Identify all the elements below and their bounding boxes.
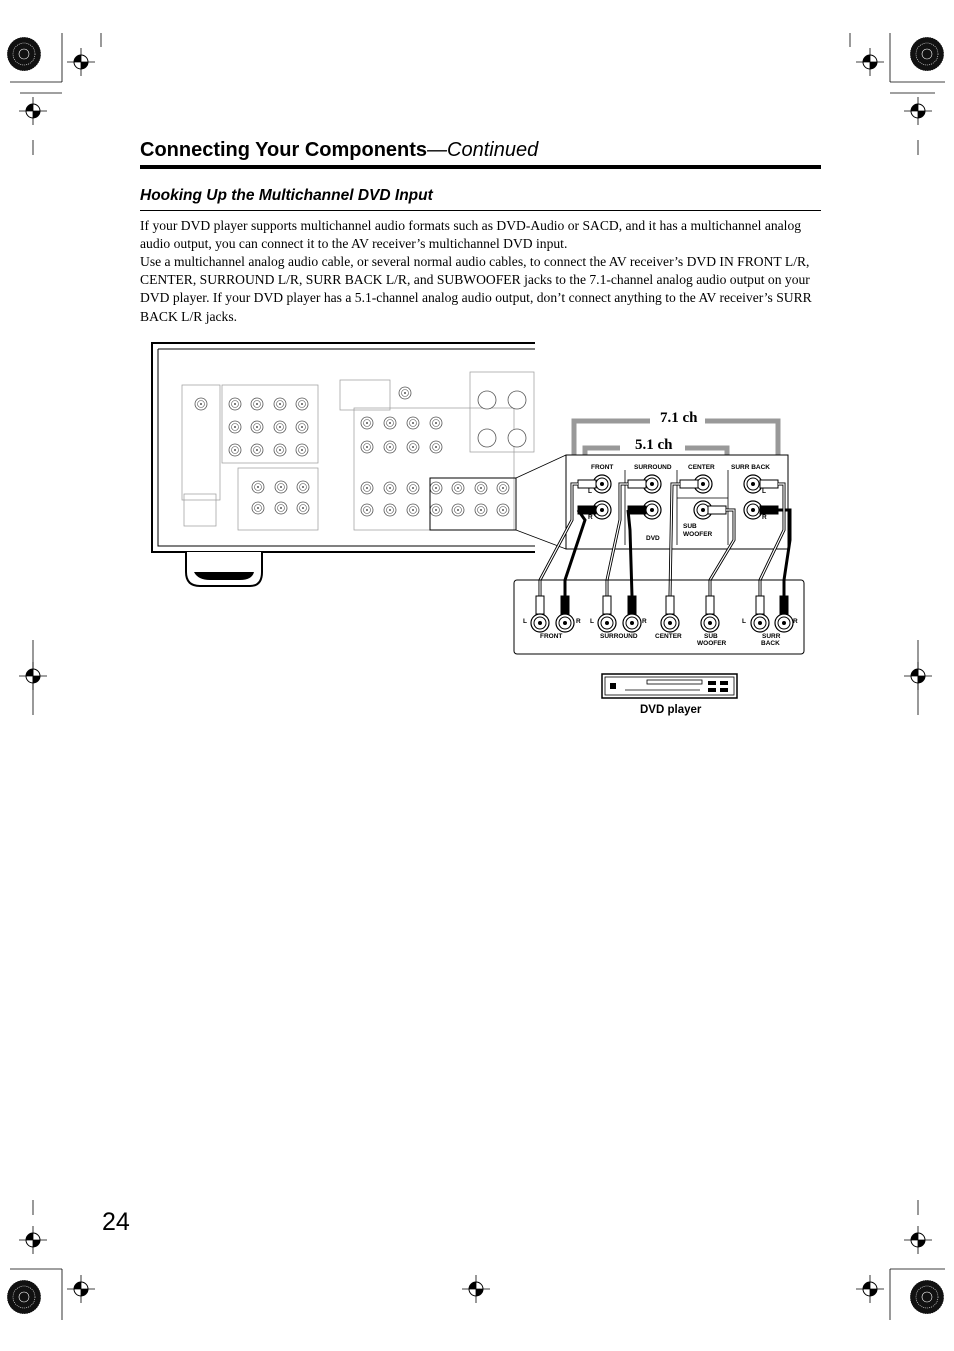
rcv-label-front: FRONT bbox=[591, 464, 614, 471]
rcv-label-sub: SUB bbox=[683, 523, 697, 530]
rcv-label-r: R bbox=[588, 514, 593, 521]
plr-label-l: L bbox=[590, 618, 594, 625]
plr-label-surround: SURROUND bbox=[600, 633, 638, 640]
section-heading: Hooking Up the Multichannel DVD Input bbox=[140, 187, 433, 204]
dvd-player-label: DVD player bbox=[640, 704, 702, 716]
rcv-label-r: R bbox=[762, 514, 767, 521]
registration-mark bbox=[7, 1280, 41, 1314]
plr-label-surr: SURR bbox=[762, 633, 781, 640]
section-rule bbox=[140, 210, 821, 211]
header-title: Connecting Your Components bbox=[140, 139, 428, 161]
plr-label-r: R bbox=[793, 618, 798, 625]
rcv-label-dvd: DVD bbox=[646, 535, 660, 542]
plr-label-front: FRONT bbox=[540, 633, 563, 640]
rcv-label-woofer: WOOFER bbox=[683, 531, 713, 538]
label-5-1-ch: 5.1 ch bbox=[635, 437, 673, 453]
plr-label-l: L bbox=[523, 618, 527, 625]
receiver-back-panel bbox=[152, 343, 535, 586]
plr-label-woofer: WOOFER bbox=[697, 640, 727, 647]
dvd-player-icon bbox=[602, 674, 737, 698]
header-continued: —Continued bbox=[427, 139, 539, 161]
registration-mark bbox=[910, 37, 944, 71]
page-header bbox=[140, 139, 538, 162]
body-paragraph: Use a multichannel analog audio cable, or several normal audio cables, to connect the AV receiver’s DVD IN FRONT L/R, CENTER, SURROUND L/R, SURR BACK L/R, and SUBWOOFER jacks to the 7.1-channel analog audio output on your DVD player. If your DVD player has a 5.1-channel analog audio output, don’t connect anything to the AV receiver’s SURR BACK L/R jacks. bbox=[140, 254, 812, 324]
plr-label-r: R bbox=[642, 618, 647, 625]
registration-mark bbox=[910, 1280, 944, 1314]
plr-label-r: R bbox=[576, 618, 581, 625]
plr-label-l: L bbox=[742, 618, 746, 625]
plr-label-center: CENTER bbox=[655, 633, 682, 640]
registration-mark bbox=[7, 37, 41, 71]
plr-label-back: BACK bbox=[761, 640, 780, 647]
rcv-label-l: L bbox=[588, 488, 592, 495]
page-number: 24 bbox=[102, 1208, 130, 1236]
rcv-label-center: CENTER bbox=[688, 464, 715, 471]
rcv-label-surr-back: SURR BACK bbox=[731, 464, 770, 471]
header-rule bbox=[140, 165, 821, 169]
rcv-label-l: L bbox=[762, 488, 766, 495]
body-paragraph: If your DVD player supports multichannel audio formats such as DVD-Audio or SACD, and it has a multichannel analog audio output, you can connect it to the AV receiver’s multichannel DVD input. bbox=[140, 218, 802, 252]
label-7-1-ch: 7.1 ch bbox=[660, 410, 698, 426]
plr-label-sub: SUB bbox=[704, 633, 718, 640]
rcv-label-surround: SURROUND bbox=[634, 464, 672, 471]
